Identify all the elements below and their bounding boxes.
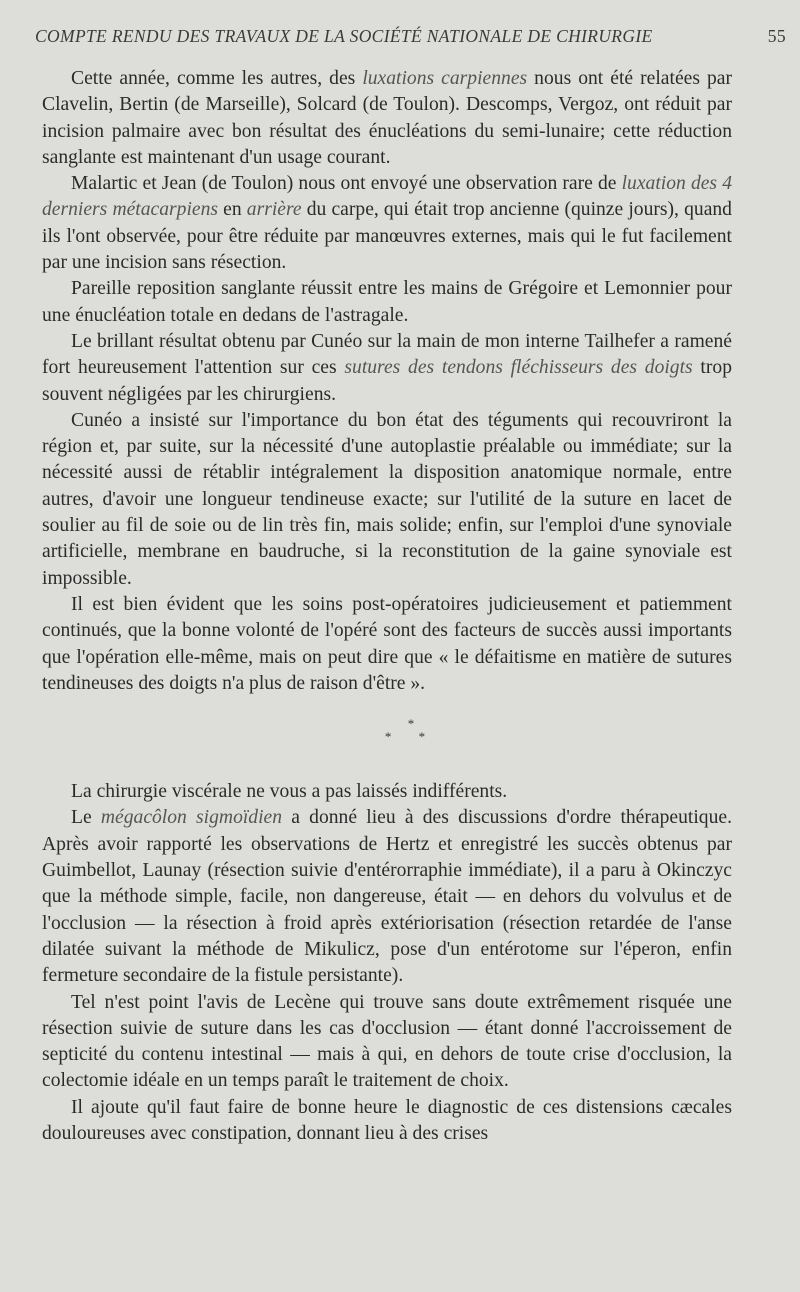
paragraph-tendon-sutures: Le brillant résultat obtenu par Cunéo sur la main de mon interne Tailhefer a ramené fort heureusement l'attention sur ces sutures des tendons fléchisseurs des doigts trop souvent négligées par les chirurgiens. <box>42 330 732 405</box>
paragraph-carpal-luxations: Cette année, comme les autres, des luxations carpiennes nous ont été relatées par Clavelin, Bertin (de Marseille), Solcard (de Toulon). Descomps, Vergoz, ont réduit par incision palmaire avec bon résultat des énucléations du semi-lunaire; cette réduction sanglante est maintenant d'un usage courant. <box>42 68 732 168</box>
paragraph-post-operative: Il est bien évident que les soins post-opératoires judicieusement et patiemment continués, que la bonne volonté de l'opéré sont des facteurs de succès aussi importants que l'opération elle-même, mais on peut dire que « le défaitisme en matière de sutures tendineuses des doigts n'a plus de raison d'être ». <box>42 593 732 694</box>
running-title: COMPTE RENDU DES TRAVAUX DE LA SOCIÉTÉ NATIONALE DE CHIRURGIE <box>35 26 653 46</box>
paragraph-megacolon: Le mégacôlon sigmoïdien a donné lieu à des discussions d'ordre thérapeutique. Après avoir rapporté les observations de Hertz et enregistré les succès obtenus par Guimbellot, Launay (résection suivie d'entérorraphie immédiate), il a paru à Okinczyc que la méthode simple, facile, non dangereuse, était — en dehors du volvulus et de l'occlusion — la résection à froid après extériorisation (résection retardée de l'anse dilatée suivant la méthode de Mikulicz, pose d'un entérotome sur l'éperon, enfin fermeture secondaire de la fistule persistante). <box>42 807 732 987</box>
asterism-bottom: * * <box>384 729 438 745</box>
paragraph-cuneo-technique: Cunéo a insisté sur l'importance du bon état des téguments qui recouvriront la région et, par suite, sur la nécessité d'une autoplastie préalable ou immédiate; sur la nécessité aussi de rétablir intégralement la disposition anatomique normale, entre autres, d'avoir une longueur tendineuse exacte; sur l'utilité de la suture en lacet de soulier au fil de soie ou de lin très fin, mais solide; enfin, sur l'emploi d'une synoviale artificielle, membrane en baudruche, si la reconstitution de la gaine synoviale est impossible. <box>42 409 732 589</box>
running-header <box>35 26 786 48</box>
body-text <box>42 66 732 1147</box>
asterism-top: * <box>407 716 415 732</box>
section-separator-asterism <box>42 717 732 743</box>
paragraph-metacarpal-luxation: Malartic et Jean (de Toulon) nous ont envoyé une observation rare de luxation des 4 derniers métacarpiens en arrière du carpe, qui était trop ancienne (quinze jours), quand ils l'ont observée, pour être réduite par manœuvres externes, mais qui le fut facilement par une incision sans résection. <box>42 173 732 274</box>
paragraph-astragalus: Pareille reposition sanglante réussit entre les mains de Grégoire et Lemonnier pour une énucléation totale en dedans de l'astragale. <box>42 278 732 326</box>
paragraph-diagnosis: Il ajoute qu'il faut faire de bonne heure le diagnostic de ces distensions cæcales douloureuses avec constipation, donnant lieu à des crises <box>42 1096 732 1144</box>
page-number: 55 <box>767 26 786 46</box>
paragraph-visceral-surgery: La chirurgie viscérale ne vous a pas laissés indifférents. <box>71 781 508 803</box>
paragraph-lecene-opinion: Tel n'est point l'avis de Lecène qui trouve sans doute extrêmement risquée une résection suivie de suture dans les cas d'occlusion — étant donné l'accroissement de septicité du contenu intestinal — mais à qui, en dehors de toute crise d'occlusion, la colectomie idéale en un temps paraît le traitement de choix. <box>42 991 732 1092</box>
